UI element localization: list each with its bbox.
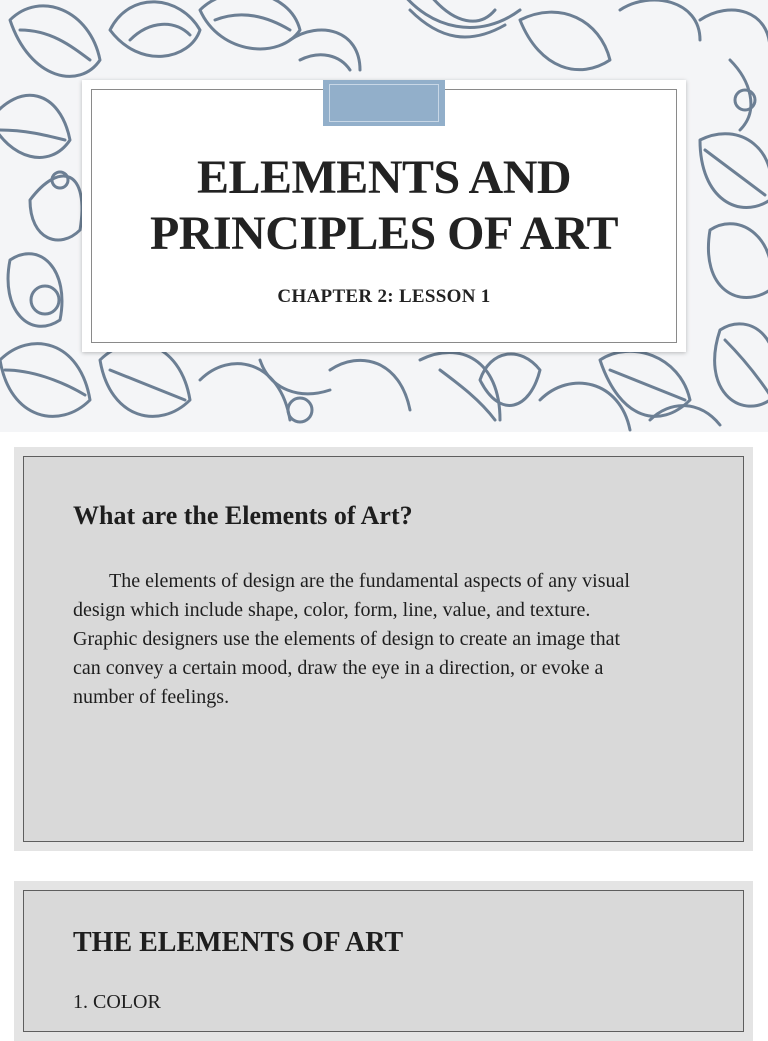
slide-paragraph <box>73 567 713 712</box>
paragraph-line: Graphic designers use the elements of design to create an image that <box>73 628 621 650</box>
elements-list-slide <box>14 881 753 1041</box>
title-card <box>82 80 686 352</box>
paragraph-line: The elements of design are the fundamental aspects of any visual <box>109 570 630 592</box>
title-accent-tab <box>323 80 445 126</box>
paragraph-line: can convey a certain mood, draw the eye in a direction, or evoke a <box>73 657 604 679</box>
elements-definition-slide <box>14 447 753 851</box>
paragraph-line: design which include shape, color, form, line, value, and texture. <box>73 599 591 621</box>
list-item: 1. COLOR <box>73 991 161 1013</box>
title-slide <box>0 0 768 432</box>
title-line-2: PRINCIPLES OF ART <box>149 207 619 260</box>
slide-heading: THE ELEMENTS OF ART <box>73 927 404 958</box>
main-title <box>82 150 686 262</box>
slide-heading: What are the Elements of Art? <box>73 501 413 530</box>
subtitle: CHAPTER 2: LESSON 1 <box>277 286 491 307</box>
title-line-1: ELEMENTS AND <box>196 151 572 204</box>
paragraph-line: number of feelings. <box>73 686 230 708</box>
slide-content-box <box>23 890 744 1032</box>
slide-content-box <box>23 456 744 842</box>
